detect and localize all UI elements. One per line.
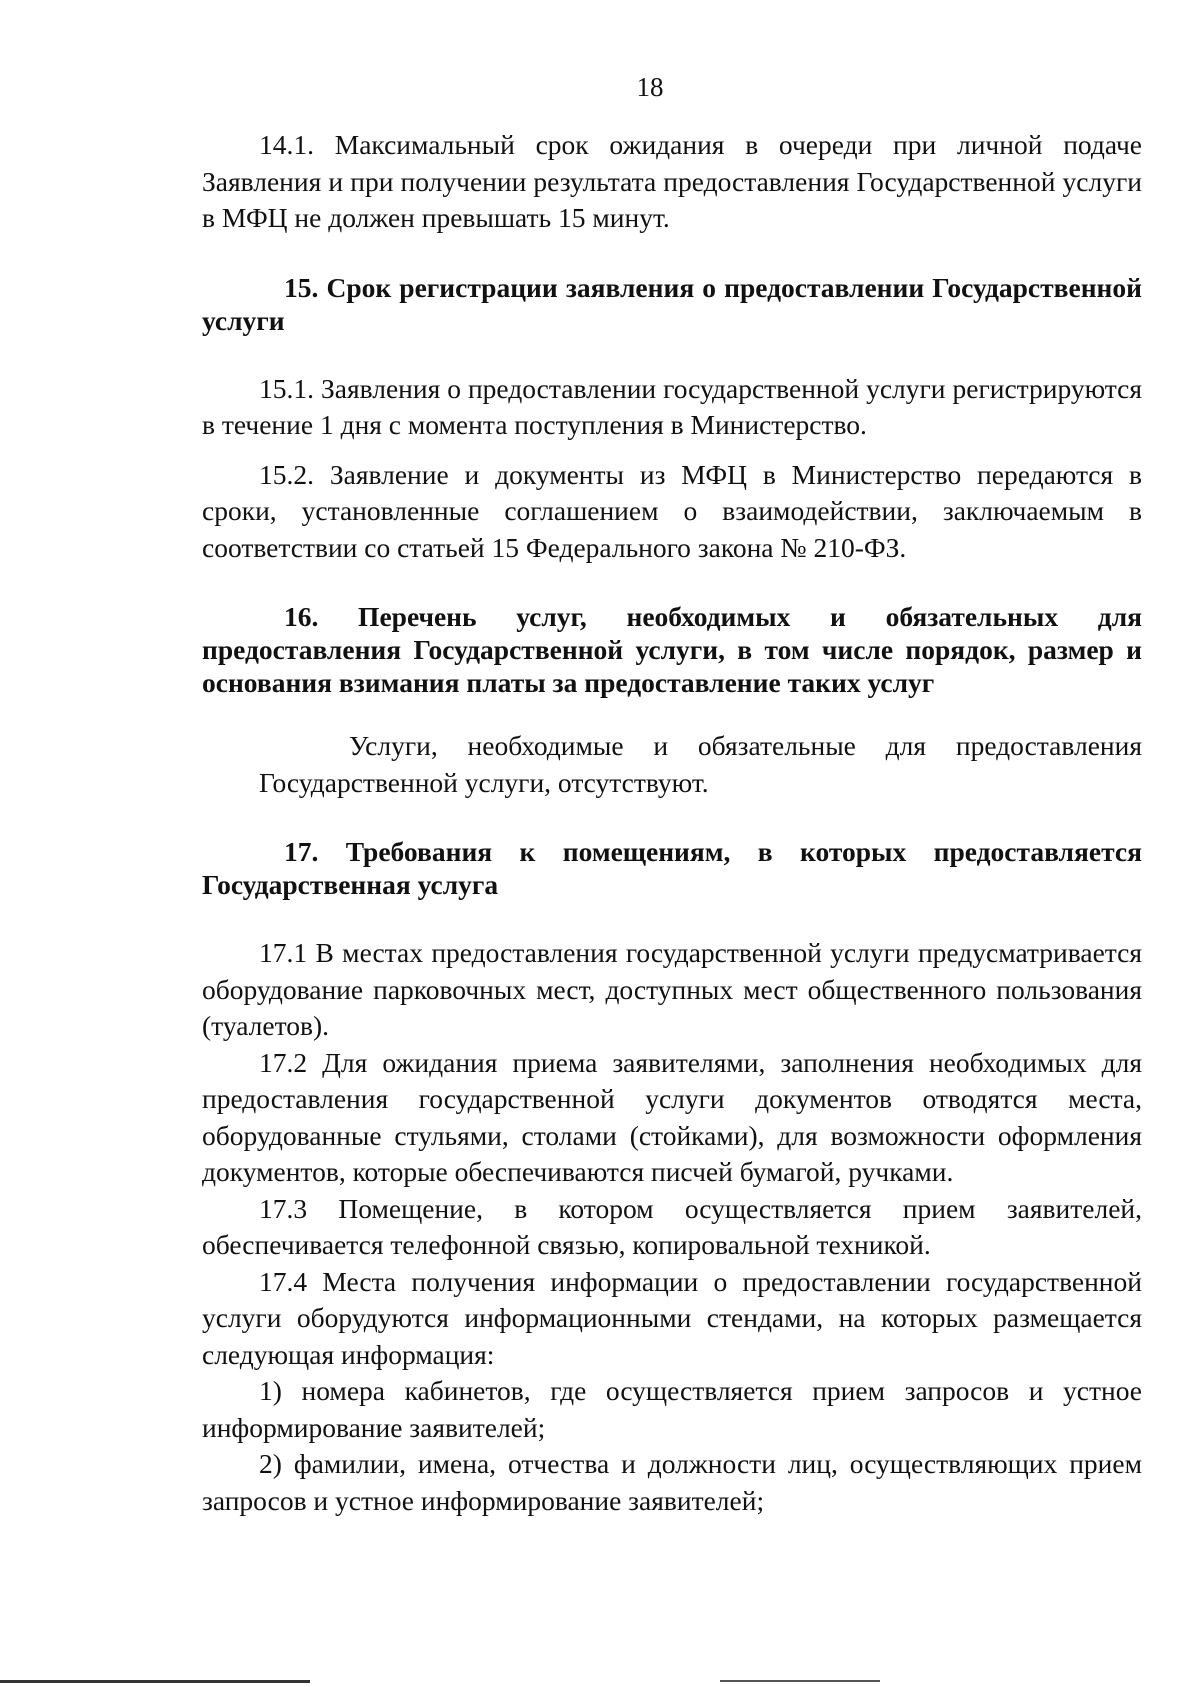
paragraph-16: Услуги, необходимые и обязательные для предоставления Государственной услуги, отсутствуют. (259, 730, 1142, 798)
paragraph-17-1: 17.1 В местах предоставления государственной услуги предусматривается оборудование парковочных мест, доступных мест общественного пользования (туалетов). (202, 937, 1142, 1041)
paragraph-17-3: 17.3 Помещение, в котором осуществляется прием заявителей, обеспечивается телефонной связью, копировальной техникой. (202, 1192, 1142, 1260)
paragraph-17-2: 17.2 Для ожидания приема заявителями, заполнения необходимых для предоставления государственной услуги документов отводятся места, оборудованные стульями, столами (стойками), для возможности оформления документов, которые обеспечиваются писчей бумагой, ручками. (202, 1046, 1142, 1187)
heading-section-17: 17. Требования к помещениям, в которых предоставляется Государственная услуга (202, 836, 1142, 900)
list-item-1: 1) номера кабинетов, где осуществляется прием запросов и устное информирование заявителей; (202, 1375, 1142, 1443)
page-number: 18 (636, 72, 664, 102)
document-body (202, 127, 1142, 1519)
heading-section-16: 16. Перечень услуг, необходимых и обязательных для предоставления Государственной услуги, в том числе порядок, размер и основания взимания платы за предоставление таких услуг (202, 601, 1142, 698)
list-item-2: 2) фамилии, имена, отчества и должности лиц, осуществляющих прием запросов и устное информирование заявителей; (202, 1448, 1142, 1516)
heading-section-15: 15. Срок регистрации заявления о предоставлении Государственной услуги (202, 271, 1142, 336)
scan-edge-line (0, 1680, 310, 1683)
paragraph-17-4: 17.4 Места получения информации о предоставлении государственной услуги оборудуются информационными стендами, на которых размещается следующая информация: (202, 1265, 1142, 1370)
paragraph-15-1: 15.1. Заявления о предоставлении государственной услуги регистрируются в течение 1 дня с момента поступления в Министерство. (202, 372, 1142, 440)
scan-edge-line (720, 1680, 880, 1682)
paragraph-15-2: 15.2. Заявление и документы из МФЦ в Министерство передаются в сроки, установленные соглашением о взаимодействии, заключаемым в соответствии со статьей 15 Федерального закона № 210-ФЗ. (202, 458, 1142, 563)
paragraph-14-1: 14.1. Максимальный срок ожидания в очереди при личной подаче Заявления и при получении результата предоставления Государственной услуги в МФЦ не должен превышать 15 минут. (202, 129, 1142, 233)
